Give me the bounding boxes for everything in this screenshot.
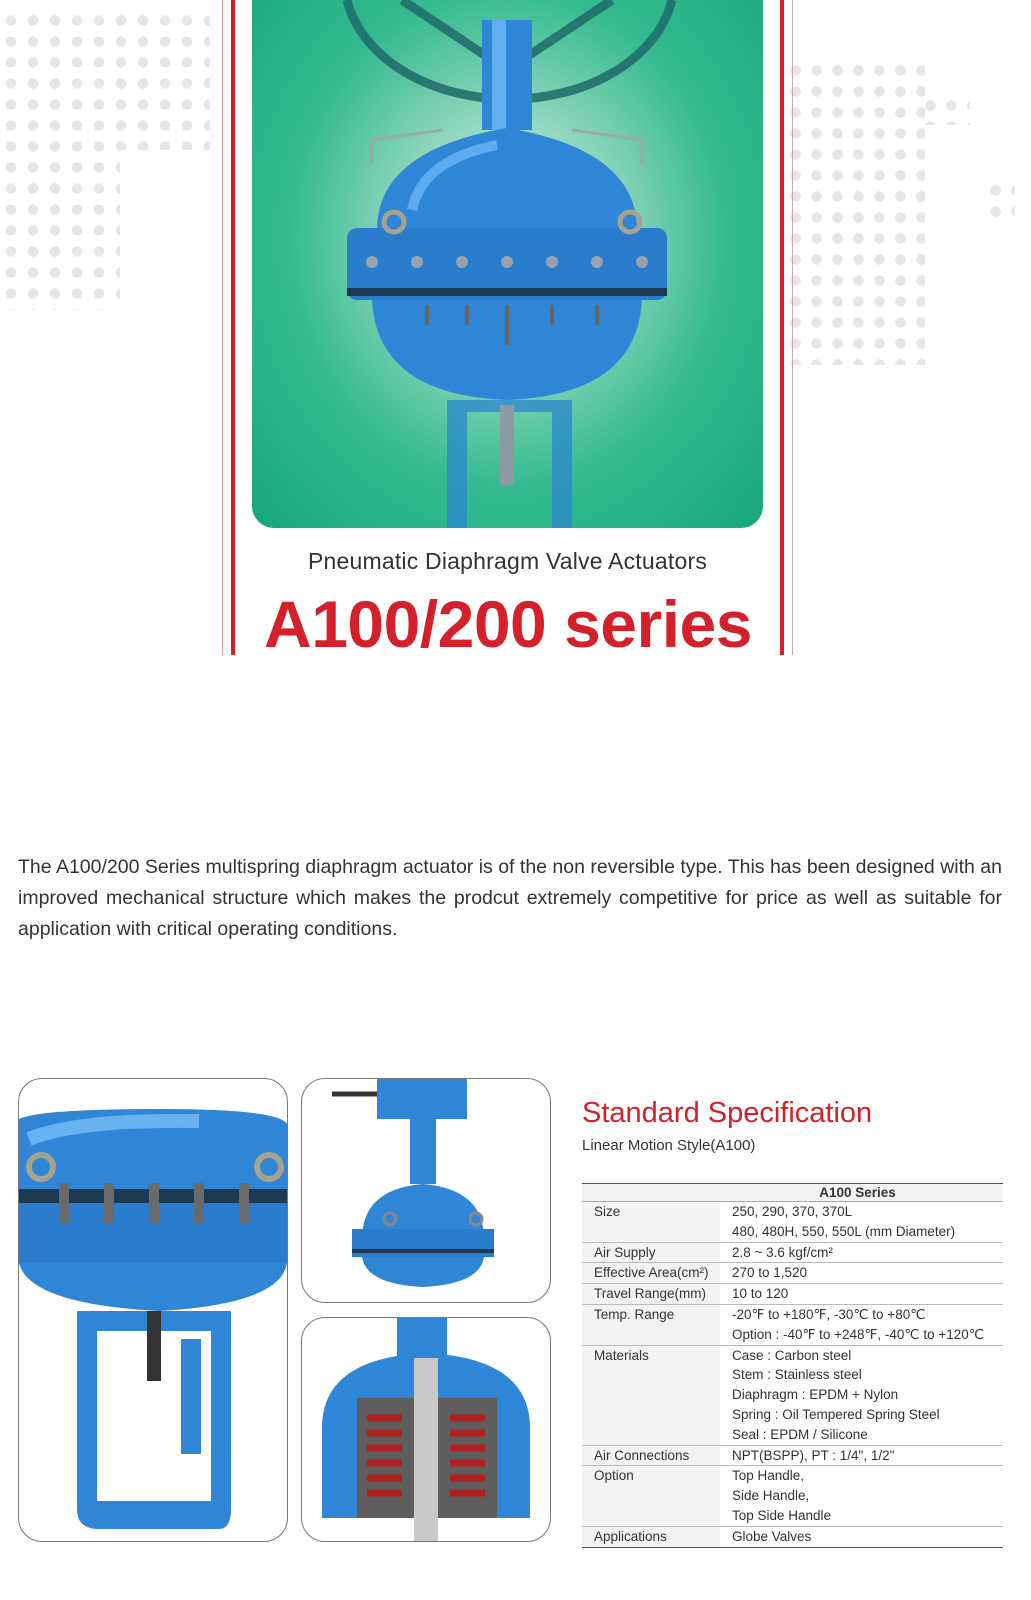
spec-value-line: 250, 290, 370, 370L: [732, 1204, 853, 1219]
hero-title: A100/200 series: [264, 587, 752, 661]
spec-value-line: -20℉ to +180℉, -30℃ to +80℃: [732, 1306, 926, 1322]
frame-line-right: [780, 0, 784, 655]
spec-value-line: Option : -40℉ to +248℉, -40℃ to +120℃: [732, 1326, 984, 1342]
spec-row-materials: [582, 1345, 1003, 1445]
world-map-dots-right: [985, 180, 1015, 225]
spec-label: Materials: [582, 1345, 720, 1445]
spec-value: [720, 1242, 1003, 1263]
spec-value: [720, 1526, 1003, 1547]
spec-value: [720, 1466, 1003, 1526]
spec-value-line: Stem : Stainless steel: [732, 1367, 862, 1383]
actuator-handwheel-image: [301, 1078, 551, 1303]
frame-line-right-outer: [792, 0, 793, 655]
spec-label: Option: [582, 1466, 720, 1526]
spec-label: Air Supply: [582, 1242, 720, 1263]
spec-label: Temp. Range: [582, 1304, 720, 1345]
spec-label: Air Connections: [582, 1445, 720, 1466]
spec-row-temp-range: [582, 1304, 1003, 1345]
spec-value: [720, 1304, 1003, 1345]
spec-value-line: Spring : Oil Tempered Spring Steel: [732, 1406, 940, 1422]
spec-value-line: 2.8 ~ 3.6 kgf/cm²: [732, 1244, 833, 1260]
spec-row-option: [582, 1466, 1003, 1526]
spec-value-line: Top Side Handle: [732, 1507, 832, 1523]
spec-value-line: Seal : EPDM / Silicone: [732, 1426, 868, 1442]
spec-row-travel-range: [582, 1284, 1003, 1305]
frame-line-left: [231, 0, 235, 655]
spec-row-air-supply: [582, 1242, 1003, 1263]
spec-title: Standard Specification: [582, 1097, 873, 1129]
spec-value-line: Globe Valves: [732, 1528, 812, 1544]
spec-row-applications: [582, 1526, 1003, 1547]
spec-table: [582, 1183, 1003, 1548]
actuator-cutaway-image: [301, 1317, 551, 1542]
spec-value: [720, 1345, 1003, 1445]
spec-subtitle: Linear Motion Style(A100): [582, 1137, 756, 1154]
spec-value-line: Side Handle,: [732, 1488, 810, 1504]
spec-label: Travel Range(mm): [582, 1284, 720, 1305]
spec-value-line: 270 to 1,520: [732, 1265, 808, 1281]
spec-row-effective-area: [582, 1263, 1003, 1284]
world-map-dots-right: [785, 60, 925, 365]
spec-value: [720, 1445, 1003, 1466]
spec-value-line: Case : Carbon steel: [732, 1347, 852, 1363]
spec-value: [720, 1202, 1003, 1243]
hero-actuator-image: [252, 0, 763, 528]
spec-value-line: Top Handle,: [732, 1468, 805, 1484]
spec-label: Size: [582, 1202, 720, 1243]
spec-label: Applications: [582, 1526, 720, 1547]
actuator-closeup-image: [18, 1078, 288, 1542]
spec-value: [720, 1263, 1003, 1284]
spec-table-header: A100 Series: [582, 1184, 1003, 1202]
spec-label: Effective Area(cm²): [582, 1263, 720, 1284]
spec-value-line: 10 to 120: [732, 1286, 789, 1302]
frame-line-left-outer: [222, 0, 223, 655]
spec-value-line: Diaphragm : EPDM + Nylon: [732, 1387, 899, 1403]
product-description: The A100/200 Series multispring diaphragm actuator is of the non reversible type. This has been designed with an improved mechanical structure which makes the prodcut extremely competitive for price as well as suitable for application with critical operating conditions.: [18, 856, 1002, 940]
spec-row-air-connections: [582, 1445, 1003, 1466]
spec-row-size: [582, 1202, 1003, 1243]
spec-value-line: 480, 480H, 550, 550L (mm Diameter): [732, 1223, 956, 1239]
spec-value: [720, 1284, 1003, 1305]
spec-value-line: NPT(BSPP), PT : 1/4", 1/2": [732, 1447, 895, 1463]
hero-caption: Pneumatic Diaphragm Valve Actuators: [307, 548, 708, 574]
world-map-dots-right: [920, 95, 970, 125]
